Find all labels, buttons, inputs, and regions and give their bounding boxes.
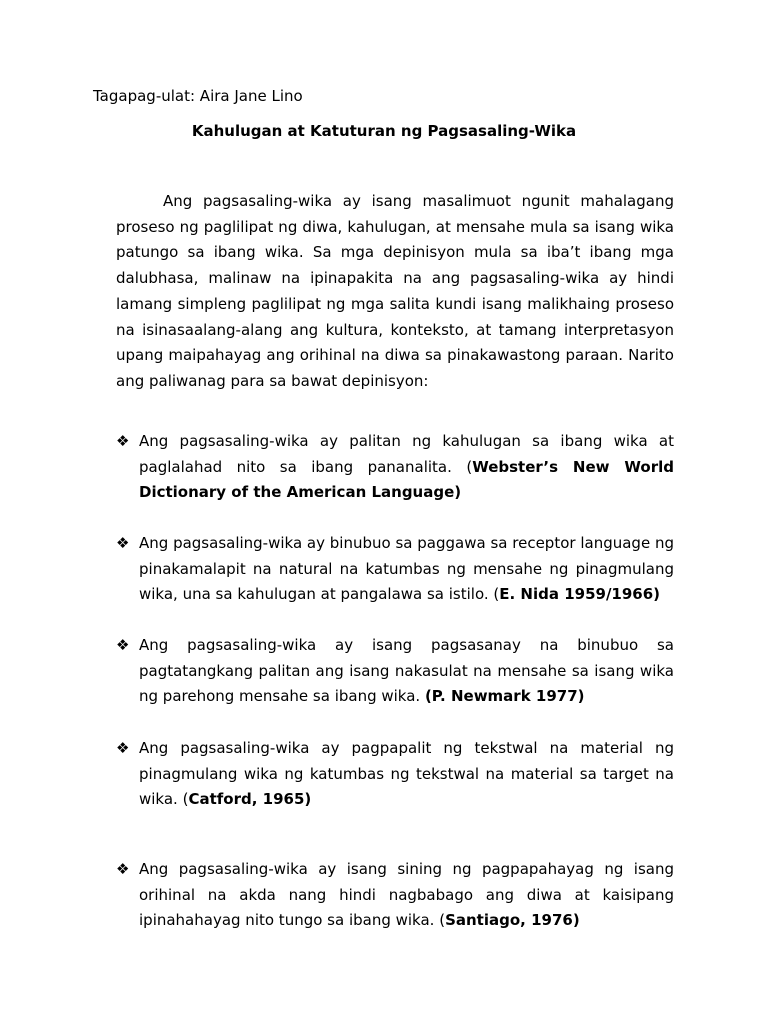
definition-text [139,429,674,506]
definition-body: Ang pagsasaling-wika ay pagpapalit ng tekstwal na material ng pinagmulang wika ng katumbas ng tekstwal na material sa target na wika. ( [139,739,674,809]
definition-source: Webster’s New World Dictionary of the American Language) [139,457,675,502]
intro-paragraph: Ang pagsasaling-wika ay isang masalimuot ngunit mahalagang proseso ng paglilipat ng diwa, kahulugan, at mensahe mula sa isang wika patungo sa ibang wika. Sa mga depinisyon mula sa iba’t ibang mga dalubhasa, malinaw na ipinapakita na ang pagsasaling-wika ay hindi lamang simpleng paglilipat ng mga salita kundi isang malikhaing proseso na isinasaalang-alang ang kultura, konteksto, at tamang interpretasyon upang maipahayag ang orihinal na diwa sa pinakawastong paraan. Narito ang paliwanag para sa bawat depinisyon: [116,192,674,390]
definition-source: Santiago, 1976) [445,911,580,930]
definition-source: Catford, 1965) [188,790,312,809]
definition-text [139,531,674,608]
diamond-bullet-icon: ❖ [116,534,130,552]
diamond-bullet-icon: ❖ [116,432,130,450]
definition-text [139,736,674,813]
definition-source: (P. Newmark 1977) [424,687,585,706]
diamond-bullet-icon: ❖ [116,739,130,757]
reporter-line: Tagapag-ulat: Aira Jane Lino [93,87,303,105]
definition-item [116,429,674,506]
definition-item [116,736,674,813]
definition-text [139,857,674,934]
definition-item [116,531,674,608]
diamond-bullet-icon: ❖ [116,860,130,878]
definition-source: E. Nida 1959/1966) [499,585,661,604]
definition-text [139,633,674,710]
definition-body: Ang pagsasaling-wika ay binubuo sa paggawa sa receptor language ng pinakamalapit na natural na katumbas ng mensahe ng pinagmulang wika, una sa kahulugan at pangalawa sa istilo. ( [139,534,674,604]
definition-body: Ang pagsasaling-wika ay palitan ng kahulugan sa ibang wika at paglalahad nito sa ibang pananalita. ( [139,432,674,476]
definition-item [116,857,674,934]
diamond-bullet-icon: ❖ [116,636,130,654]
document-title: Kahulugan at Katuturan ng Pagsasaling-Wika [191,122,577,140]
definition-item [116,633,674,710]
definition-body: Ang pagsasaling-wika ay isang pagsasanay na binubuo sa pagtatangkang palitan ang isang nakasulat na mensahe sa isang wika ng parehong mensahe sa ibang wika. [139,636,674,706]
definition-body: Ang pagsasaling-wika ay isang sining ng pagpapahayag ng isang orihinal na akda nang hindi nagbabago ang diwa at kaisipang ipinahahayag nito tungo sa ibang wika. ( [139,860,674,930]
